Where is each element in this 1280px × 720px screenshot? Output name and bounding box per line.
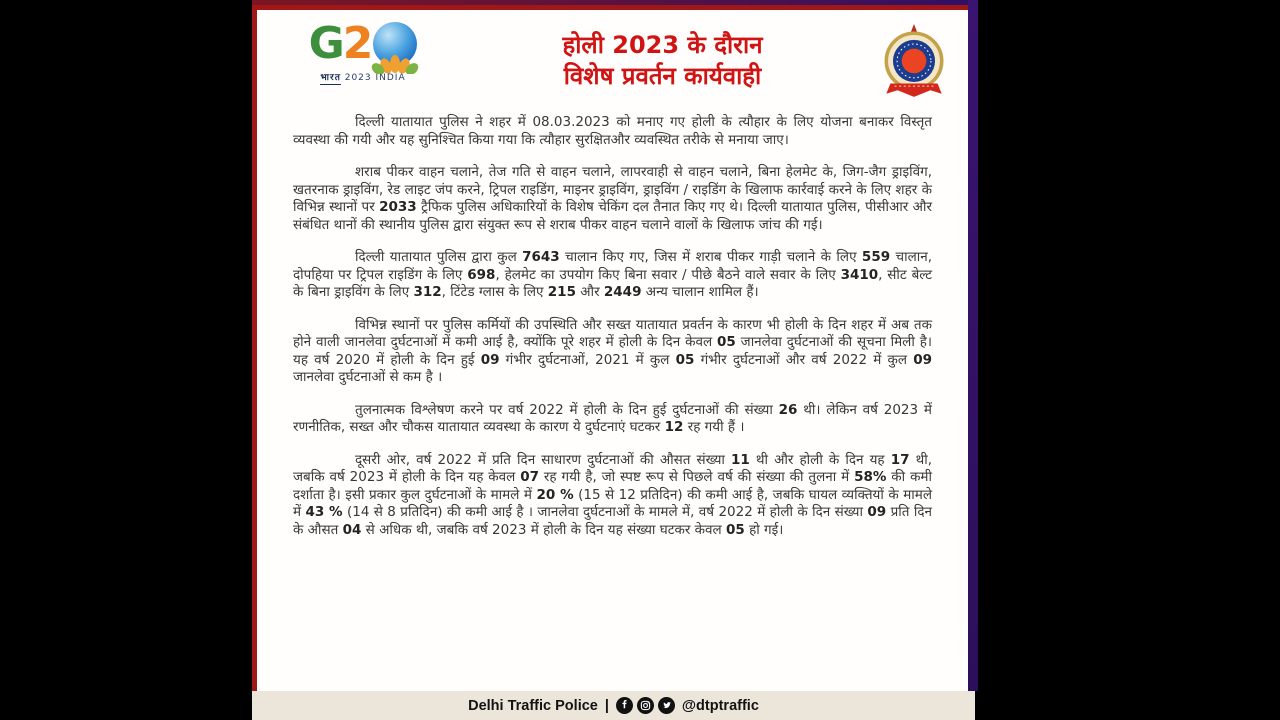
g20-logo: [283, 18, 443, 83]
footer-bar: [252, 691, 975, 720]
instagram-icon: [637, 697, 654, 714]
paragraph: दूसरी ओर, वर्ष 2022 में प्रति दिन साधारण दुर्घटनाओं की औसत संख्या 11 थी और होली के दिन यह 17 थी, जबकि वर्ष 2023 में होली के दिन यह केवल 07 रह गयी है, जो स्पष्ट रूप से पिछले वर्ष की संख्या की तुलना में 58% की कमी दर्शाता है। इसी प्रकार कुल दुर्घटनाओं के मामले में 20 % (15 से 12 प्रतिदिन) की कमी आई है, जबकि घायल व्यक्तियों के मामले में 43 % (14 से 8 प्रतिदिन) की कमी आई है । जानलेवा दुर्घटनाओं के मामले में, वर्ष 2022 में होली के दिन संख्या 09 प्रति दिन के औसत 04 से अधिक थी, जबकि वर्ष 2023 में होली के दिन यह संख्या घटकर केवल 05 हो गई।: [293, 451, 933, 538]
delhi-police-emblem-icon: [882, 24, 946, 102]
footer-handle: @dtptraffic: [681, 697, 759, 714]
lotus-icon: [369, 48, 421, 74]
paragraph: विभिन्न स्थानों पर पुलिस कर्मियों की उपस्थिति और सख्त यातायात प्रवर्तन के कारण भी होली के दिन शहर में अब तक होने वाली जानलेवा दुर्घटनाओं में कमी आई है, क्योंकि पूरे शहर में होली के दिन केवल 05 जानलेवा दुर्घटनाओं की सूचना मिली है। यह वर्ष 2020 में होली के दिन हुई 09 गंभीर दुर्घटनाओं, 2021 में कुल 05 गंभीर दुर्घटनाओं और वर्ष 2022 में कुल 09 जानलेवा दुर्घटनाओं से कम है ।: [293, 316, 932, 385]
g20-letter-g: G: [308, 18, 343, 69]
paragraph: दिल्ली यातायात पुलिस ने शहर में 08.03.2023 को मनाए गए होली के त्यौहार के लिए योजना बनाकर विस्तृत व्यवस्था की गयी और यह सुनिश्चित किया गया कि त्यौहार सुरक्षितऔर व्यवस्थित तरीके से मनाया जाए।: [293, 114, 932, 148]
twitter-icon: [658, 697, 675, 714]
g20-tagline-rest: 2023 INDIA: [344, 73, 406, 83]
paragraph: शराब पीकर वाहन चलाने, तेज गति से वाहन चलाने, लापरवाही से वाहन चलाने, बिना हेलमेट के, जिग-जैग ड्राइविंग, खतरनाक ड्राइविंग, रेड लाइट जंप करने, ट्रिपल राइडिंग, माइनर ड्राइविंग, ड्राइविंग / राइडिंग के खिलाफ कार्रवाई करने के लिए शहर के विभिन्न स्थानों पर 2033 ट्रैफिक पुलिस अधिकारियों के विशेष चेकिंग दल तैनात किए गए थे। दिल्ली यातायात पुलिस, पीसीआर और संबंधित थानों की स्थानीय पुलिस द्वारा संयुक्त रूप से शराब पीकर वाहन चलाने वालों के खिलाफ जांच की गई।: [293, 164, 932, 233]
footer-separator: |: [604, 697, 609, 714]
page-title-line1: होली 2023 के दौरान: [562, 31, 763, 59]
document-header: [257, 10, 968, 106]
g20-wordmark: [308, 18, 418, 69]
title-block: [443, 20, 882, 92]
g20-letter-2: 2: [342, 18, 372, 69]
paragraph: दिल्ली यातायात पुलिस द्वारा कुल 7643 चालान किए गए, जिस में शराब पीकर गाड़ी चलाने के लिए 559 चालान, दोपहिया पर ट्रिपल राइडिंग के लिए 698, हेलमेट का उपयोग किए बिना सवार / पीछे बैठने वाले सवार के लिए 3410, सीट बेल्ट के बिना ड्राइविंग के लिए 312, टिंटेड ग्लास के लिए 215 और 2449 अन्य चालान शामिल हैं।: [293, 249, 932, 300]
footer-brand: Delhi Traffic Police: [468, 697, 598, 714]
facebook-icon: [616, 697, 633, 714]
press-note: [252, 0, 978, 720]
page-title-line2: विशेष प्रवर्तन कार्यवाही: [563, 62, 762, 90]
social-icons: [616, 697, 675, 714]
document-page: [252, 5, 968, 691]
g20-tagline-bharat: भारत: [320, 73, 341, 83]
right-accent-bar: [968, 0, 978, 691]
globe-icon: [373, 22, 417, 66]
paragraph: तुलनात्मक विश्लेषण करने पर वर्ष 2022 में होली के दिन हुई दुर्घटनाओं की संख्या 26 थी। लेकिन वर्ष 2023 में रणनीतिक, सख्त और चौकस यातायात व्यवस्था के कारण ये दुर्घटनाएं घटकर 12 रह गयी हैं ।: [293, 401, 932, 435]
document-body: [257, 106, 968, 539]
